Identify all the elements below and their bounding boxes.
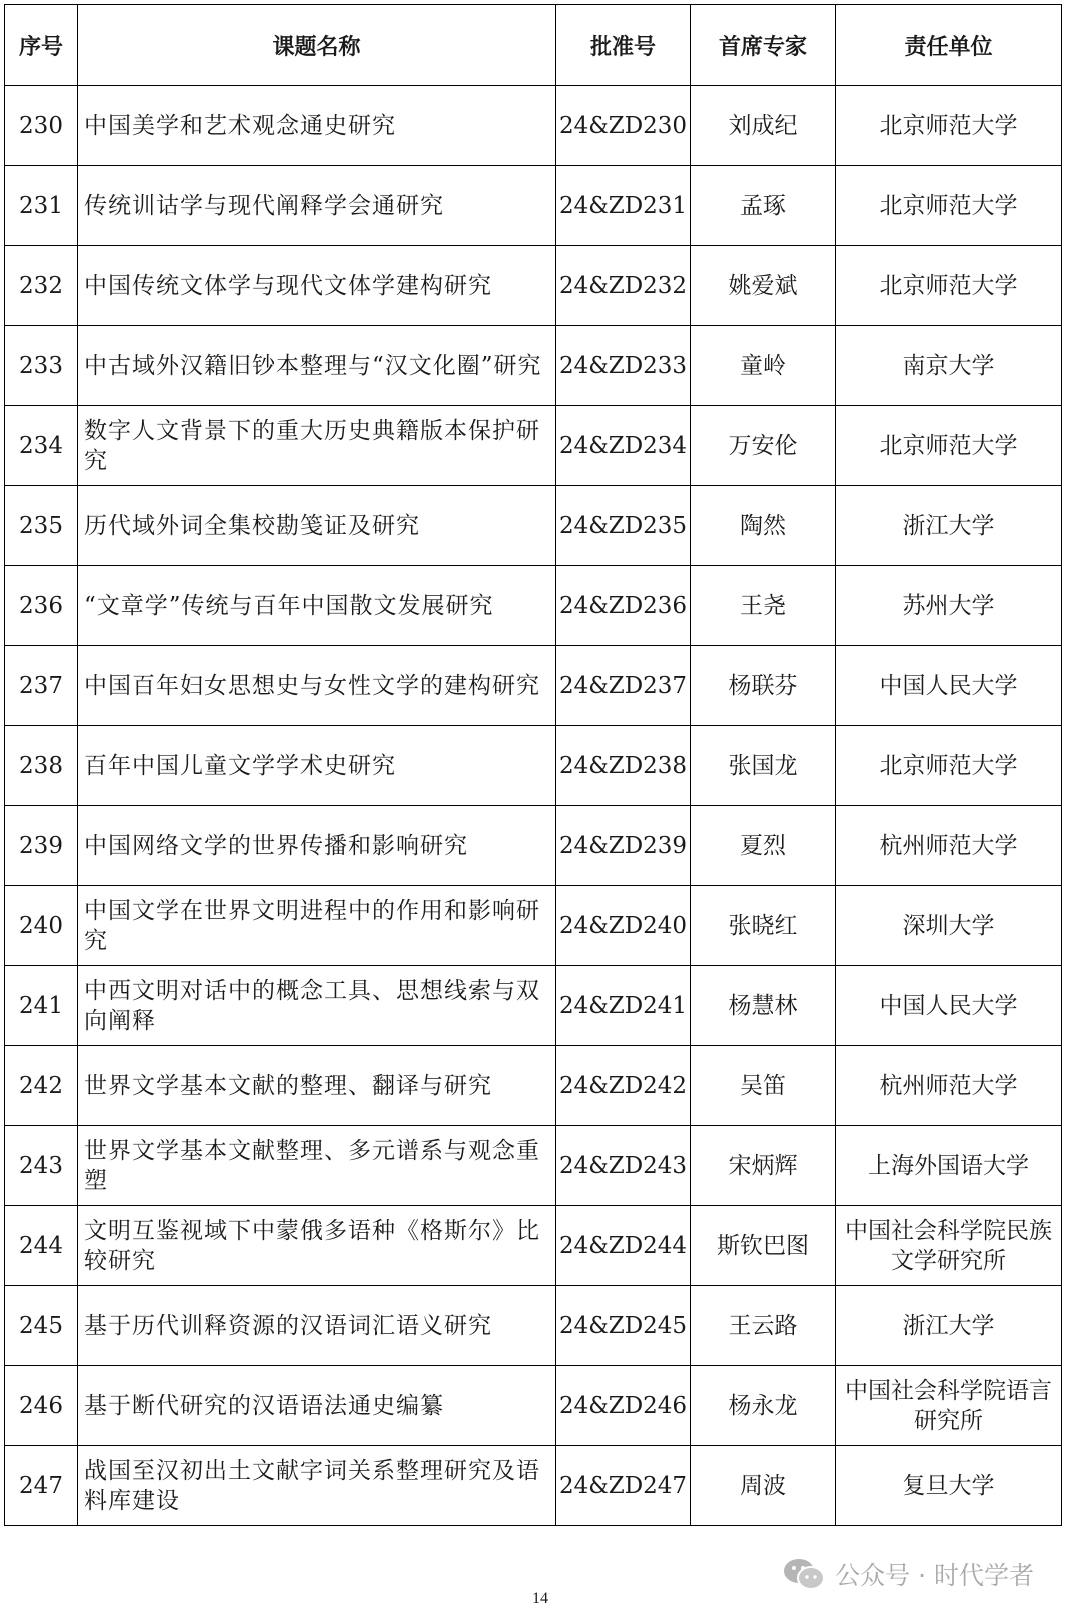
table-row — [5, 406, 1062, 486]
header-unit: 责任单位 — [836, 5, 1062, 86]
table-row — [5, 166, 1062, 246]
table-row — [5, 326, 1062, 406]
cell-unit: 浙江大学 — [836, 1286, 1062, 1366]
cell-approval: 24&ZD238 — [556, 726, 691, 806]
cell-approval: 24&ZD240 — [556, 886, 691, 966]
cell-unit: 中国人民大学 — [836, 966, 1062, 1046]
cell-title: 战国至汉初出土文献字词关系整理研究及语料库建设 — [78, 1446, 556, 1526]
table-row — [5, 1286, 1062, 1366]
cell-expert: 王云路 — [691, 1286, 836, 1366]
table-body — [5, 86, 1062, 1526]
cell-unit: 苏州大学 — [836, 566, 1062, 646]
table-row — [5, 886, 1062, 966]
cell-expert: 张国龙 — [691, 726, 836, 806]
cell-approval: 24&ZD246 — [556, 1366, 691, 1446]
cell-no: 246 — [5, 1366, 78, 1446]
cell-unit: 北京师范大学 — [836, 166, 1062, 246]
cell-no: 232 — [5, 246, 78, 326]
cell-approval: 24&ZD237 — [556, 646, 691, 726]
table-row — [5, 246, 1062, 326]
cell-unit: 北京师范大学 — [836, 246, 1062, 326]
cell-unit: 中国社会科学院语言研究所 — [836, 1366, 1062, 1446]
cell-expert: 斯钦巴图 — [691, 1206, 836, 1286]
cell-approval: 24&ZD247 — [556, 1446, 691, 1526]
cell-title: 中西文明对话中的概念工具、思想线索与双向阐释 — [78, 966, 556, 1046]
page-number: 14 — [532, 1590, 548, 1607]
cell-unit: 杭州师范大学 — [836, 806, 1062, 886]
cell-approval: 24&ZD236 — [556, 566, 691, 646]
cell-title: 历代域外词全集校勘笺证及研究 — [78, 486, 556, 566]
table-row — [5, 646, 1062, 726]
cell-expert: 姚爱斌 — [691, 246, 836, 326]
table-row — [5, 806, 1062, 886]
header-approval: 批准号 — [556, 5, 691, 86]
cell-unit: 中国社会科学院民族文学研究所 — [836, 1206, 1062, 1286]
cell-title: 文明互鉴视域下中蒙俄多语种《格斯尔》比较研究 — [78, 1206, 556, 1286]
table-row — [5, 1446, 1062, 1526]
cell-approval: 24&ZD239 — [556, 806, 691, 886]
cell-expert: 夏烈 — [691, 806, 836, 886]
cell-unit: 上海外国语大学 — [836, 1126, 1062, 1206]
cell-title: 基于断代研究的汉语语法通史编纂 — [78, 1366, 556, 1446]
table-row — [5, 86, 1062, 166]
cell-unit: 北京师范大学 — [836, 86, 1062, 166]
cell-unit: 浙江大学 — [836, 486, 1062, 566]
table-row — [5, 726, 1062, 806]
cell-expert: 周波 — [691, 1446, 836, 1526]
cell-title: “文章学”传统与百年中国散文发展研究 — [78, 566, 556, 646]
cell-title: 数字人文背景下的重大历史典籍版本保护研究 — [78, 406, 556, 486]
cell-no: 241 — [5, 966, 78, 1046]
cell-title: 世界文学基本文献的整理、翻译与研究 — [78, 1046, 556, 1126]
cell-title: 传统训诂学与现代阐释学会通研究 — [78, 166, 556, 246]
cell-expert: 童岭 — [691, 326, 836, 406]
cell-no: 243 — [5, 1126, 78, 1206]
cell-no: 236 — [5, 566, 78, 646]
cell-approval: 24&ZD242 — [556, 1046, 691, 1126]
cell-expert: 宋炳辉 — [691, 1126, 836, 1206]
cell-no: 240 — [5, 886, 78, 966]
cell-approval: 24&ZD230 — [556, 86, 691, 166]
header-title: 课题名称 — [78, 5, 556, 86]
table-row — [5, 966, 1062, 1046]
cell-title: 中国网络文学的世界传播和影响研究 — [78, 806, 556, 886]
cell-title: 中国百年妇女思想史与女性文学的建构研究 — [78, 646, 556, 726]
cell-title: 中国传统文体学与现代文体学建构研究 — [78, 246, 556, 326]
cell-expert: 张晓红 — [691, 886, 836, 966]
cell-expert: 万安伦 — [691, 406, 836, 486]
cell-unit: 复旦大学 — [836, 1446, 1062, 1526]
table-row — [5, 1366, 1062, 1446]
cell-approval: 24&ZD233 — [556, 326, 691, 406]
cell-no: 234 — [5, 406, 78, 486]
cell-title: 中国美学和艺术观念通史研究 — [78, 86, 556, 166]
cell-approval: 24&ZD243 — [556, 1126, 691, 1206]
cell-unit: 北京师范大学 — [836, 726, 1062, 806]
cell-approval: 24&ZD234 — [556, 406, 691, 486]
cell-expert: 王尧 — [691, 566, 836, 646]
cell-title: 世界文学基本文献整理、多元谱系与观念重塑 — [78, 1126, 556, 1206]
cell-no: 245 — [5, 1286, 78, 1366]
header-no: 序号 — [5, 5, 78, 86]
cell-approval: 24&ZD245 — [556, 1286, 691, 1366]
cell-no: 238 — [5, 726, 78, 806]
cell-expert: 吴笛 — [691, 1046, 836, 1126]
cell-no: 237 — [5, 646, 78, 726]
header-row — [5, 5, 1062, 86]
watermark — [783, 1556, 1034, 1592]
cell-unit: 杭州师范大学 — [836, 1046, 1062, 1126]
table-row — [5, 1206, 1062, 1286]
cell-expert: 杨慧林 — [691, 966, 836, 1046]
watermark-text: 公众号 · 时代学者 — [835, 1561, 1034, 1590]
cell-expert: 陶然 — [691, 486, 836, 566]
projects-table — [4, 4, 1062, 1526]
cell-expert: 杨永龙 — [691, 1366, 836, 1446]
cell-expert: 孟琢 — [691, 166, 836, 246]
header-expert: 首席专家 — [691, 5, 836, 86]
cell-title: 百年中国儿童文学学术史研究 — [78, 726, 556, 806]
cell-unit: 深圳大学 — [836, 886, 1062, 966]
cell-no: 244 — [5, 1206, 78, 1286]
cell-no: 242 — [5, 1046, 78, 1126]
cell-no: 233 — [5, 326, 78, 406]
cell-unit: 南京大学 — [836, 326, 1062, 406]
cell-approval: 24&ZD232 — [556, 246, 691, 326]
cell-title: 中古域外汉籍旧钞本整理与“汉文化圈”研究 — [78, 326, 556, 406]
cell-title: 基于历代训释资源的汉语词汇语义研究 — [78, 1286, 556, 1366]
cell-expert: 杨联芬 — [691, 646, 836, 726]
table-row — [5, 1126, 1062, 1206]
cell-approval: 24&ZD235 — [556, 486, 691, 566]
cell-title: 中国文学在世界文明进程中的作用和影响研究 — [78, 886, 556, 966]
table-row — [5, 566, 1062, 646]
cell-no: 230 — [5, 86, 78, 166]
cell-approval: 24&ZD231 — [556, 166, 691, 246]
cell-no: 239 — [5, 806, 78, 886]
cell-approval: 24&ZD241 — [556, 966, 691, 1046]
cell-no: 247 — [5, 1446, 78, 1526]
wechat-icon — [783, 1557, 825, 1591]
cell-expert: 刘成纪 — [691, 86, 836, 166]
table-row — [5, 1046, 1062, 1126]
cell-unit: 中国人民大学 — [836, 646, 1062, 726]
cell-approval: 24&ZD244 — [556, 1206, 691, 1286]
cell-no: 231 — [5, 166, 78, 246]
cell-no: 235 — [5, 486, 78, 566]
table-row — [5, 486, 1062, 566]
cell-unit: 北京师范大学 — [836, 406, 1062, 486]
